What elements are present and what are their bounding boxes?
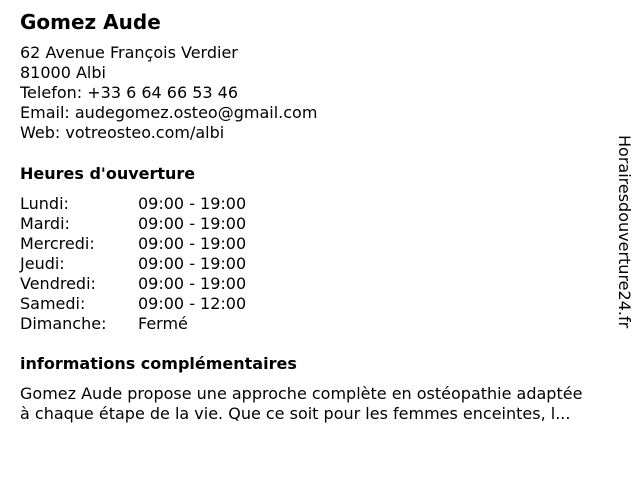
hours-row-saturday — [20, 294, 246, 314]
hours-value: 09:00 - 19:00 — [138, 254, 247, 273]
day-label: Dimanche: — [20, 314, 107, 333]
hours-row-wednesday — [20, 234, 246, 254]
day-label: Samedi: — [20, 294, 86, 313]
hours-row-thursday — [20, 254, 246, 274]
opening-hours-heading: Heures d'ouverture — [20, 164, 196, 183]
contact-block — [20, 43, 317, 143]
website: Web: votreosteo.com/albi — [20, 123, 225, 142]
hours-value: 09:00 - 19:00 — [138, 234, 247, 253]
site-watermark: Horairesdouverture24.fr — [615, 135, 634, 329]
email-address: Email: audegomez.osteo@gmail.com — [20, 103, 318, 122]
day-label: Mercredi: — [20, 234, 95, 253]
phone-number: Telefon: +33 6 64 66 53 46 — [20, 83, 239, 102]
hours-value: 09:00 - 19:00 — [138, 274, 247, 293]
opening-hours-table — [20, 194, 246, 334]
day-label: Jeudi: — [20, 254, 65, 273]
hours-value: Fermé — [138, 314, 188, 333]
hours-value: 09:00 - 12:00 — [138, 294, 247, 313]
hours-row-sunday — [20, 314, 246, 334]
hours-row-monday — [20, 194, 246, 214]
day-label: Lundi: — [20, 194, 69, 213]
description-line: Gomez Aude propose une approche complète en ostéopathie adaptée — [20, 384, 583, 403]
hours-value: 09:00 - 19:00 — [138, 194, 247, 213]
additional-info-text — [20, 384, 624, 424]
description-line: à chaque étape de la vie. Que ce soit pour les femmes enceintes, l... — [20, 404, 571, 423]
hours-value: 09:00 - 19:00 — [138, 214, 247, 233]
business-name: Gomez Aude — [20, 10, 161, 34]
day-label: Vendredi: — [20, 274, 96, 293]
address-street: 62 Avenue François Verdier — [20, 43, 238, 62]
hours-row-friday — [20, 274, 246, 294]
day-label: Mardi: — [20, 214, 70, 233]
hours-row-tuesday — [20, 214, 246, 234]
address-city: 81000 Albi — [20, 63, 106, 82]
additional-info-heading: informations complémentaires — [20, 354, 297, 373]
